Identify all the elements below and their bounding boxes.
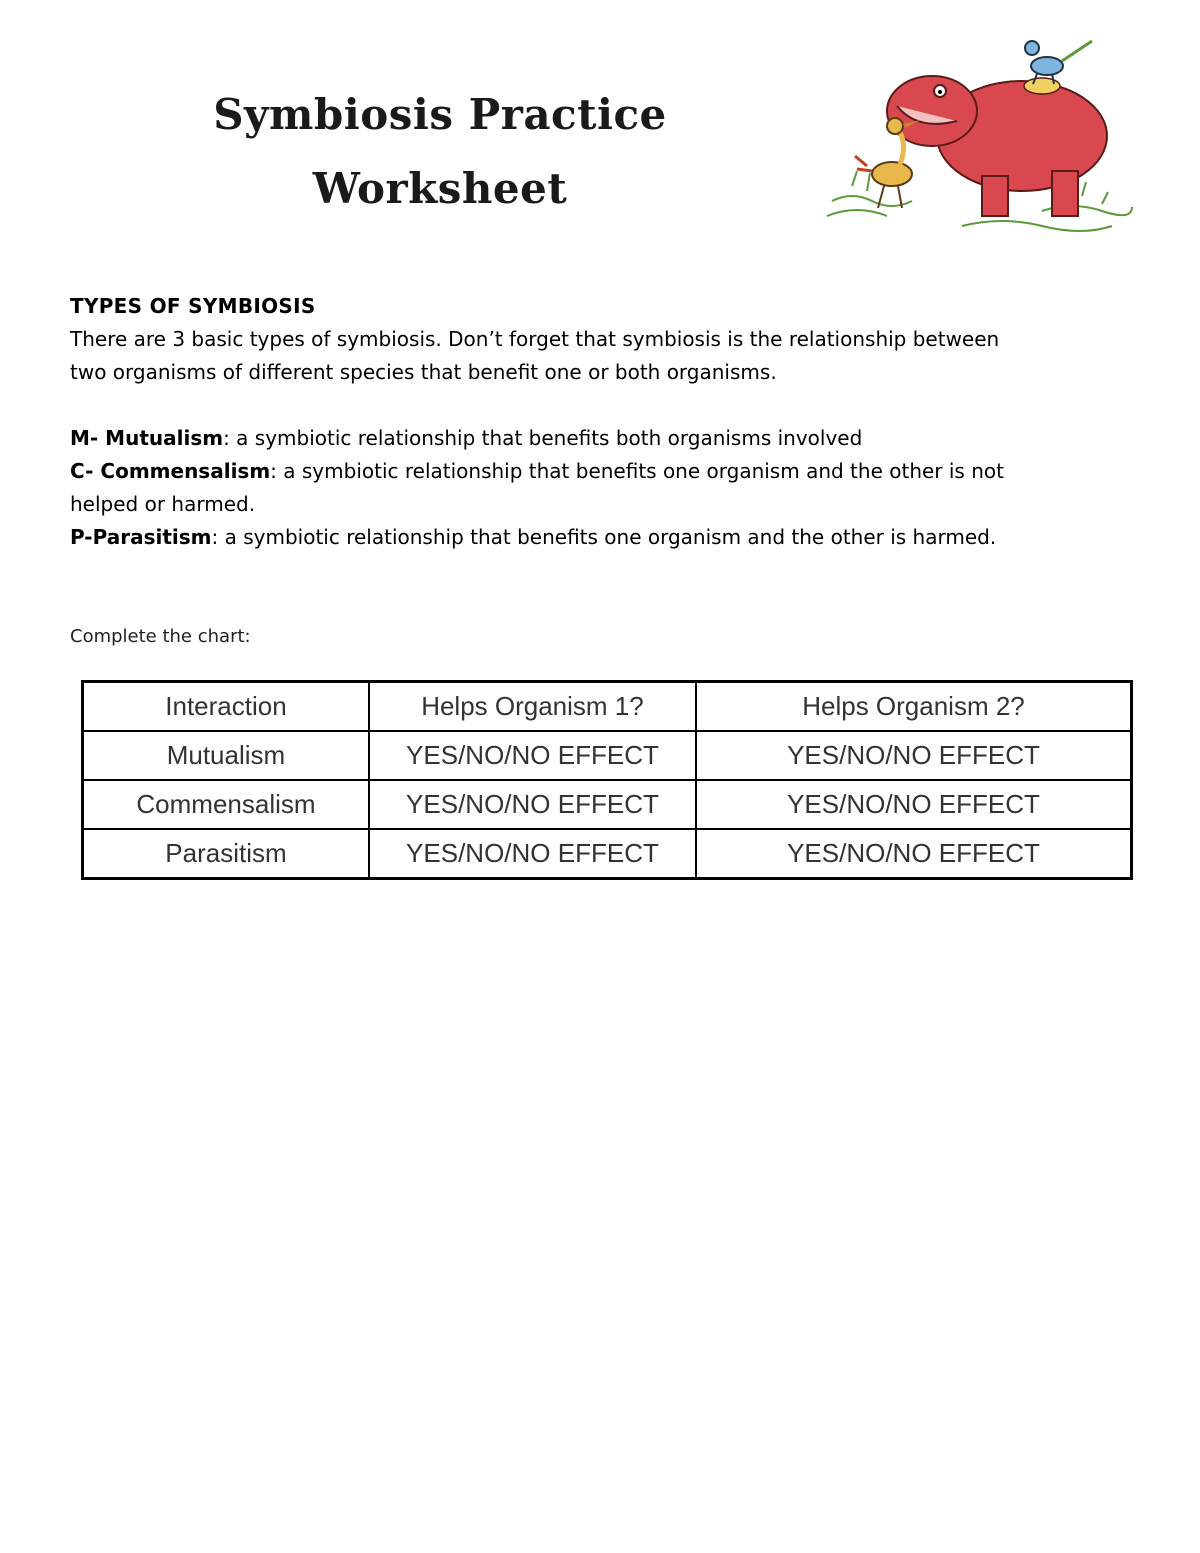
- page-title: [190, 78, 690, 226]
- answer-cell[interactable]: YES/NO/NO EFFECT: [696, 731, 1132, 780]
- definition-parasitism: P-Parasitism: a symbiotic relationship that benefits one organism and the other is harmed.: [70, 525, 997, 549]
- hippo-birds-illustration: [822, 26, 1140, 234]
- header-organism-2: Helps Organism 2?: [696, 682, 1132, 732]
- definition-commensalism-cont: helped or harmed.: [70, 492, 256, 516]
- answer-cell[interactable]: YES/NO/NO EFFECT: [696, 780, 1132, 829]
- title-line-1: Symbiosis Practice: [213, 90, 667, 139]
- intro-line-1: There are 3 basic types of symbiosis. Don’t forget that symbiosis is the relationship between: [70, 327, 1000, 351]
- symbiosis-chart: [81, 680, 1133, 880]
- interaction-cell: Parasitism: [83, 829, 369, 879]
- definition-mutualism: M- Mutualism: a symbiotic relationship that benefits both organisms involved: [70, 426, 863, 450]
- table-row: [83, 780, 1132, 829]
- answer-cell[interactable]: YES/NO/NO EFFECT: [369, 780, 696, 829]
- table-header-row: [83, 682, 1132, 732]
- answer-cell[interactable]: YES/NO/NO EFFECT: [369, 731, 696, 780]
- definition-commensalism: C- Commensalism: a symbiotic relationship that benefits one organism and the other is not: [70, 459, 1004, 483]
- table-row: [83, 829, 1132, 879]
- chart-instructions: Complete the chart:: [70, 626, 251, 647]
- answer-cell[interactable]: YES/NO/NO EFFECT: [369, 829, 696, 879]
- hippo: [887, 76, 1107, 216]
- interaction-cell: Mutualism: [83, 731, 369, 780]
- header-organism-1: Helps Organism 1?: [369, 682, 696, 732]
- small-bird: [1025, 41, 1092, 84]
- table-row: [83, 731, 1132, 780]
- worksheet-content: [70, 290, 1150, 653]
- title-line-2: Worksheet: [312, 164, 568, 213]
- answer-cell[interactable]: YES/NO/NO EFFECT: [696, 829, 1132, 879]
- interaction-cell: Commensalism: [83, 780, 369, 829]
- intro-line-2: two organisms of different species that benefit one or both organisms.: [70, 360, 777, 384]
- header-interaction: Interaction: [83, 682, 369, 732]
- section-heading: TYPES OF SYMBIOSIS: [70, 294, 316, 318]
